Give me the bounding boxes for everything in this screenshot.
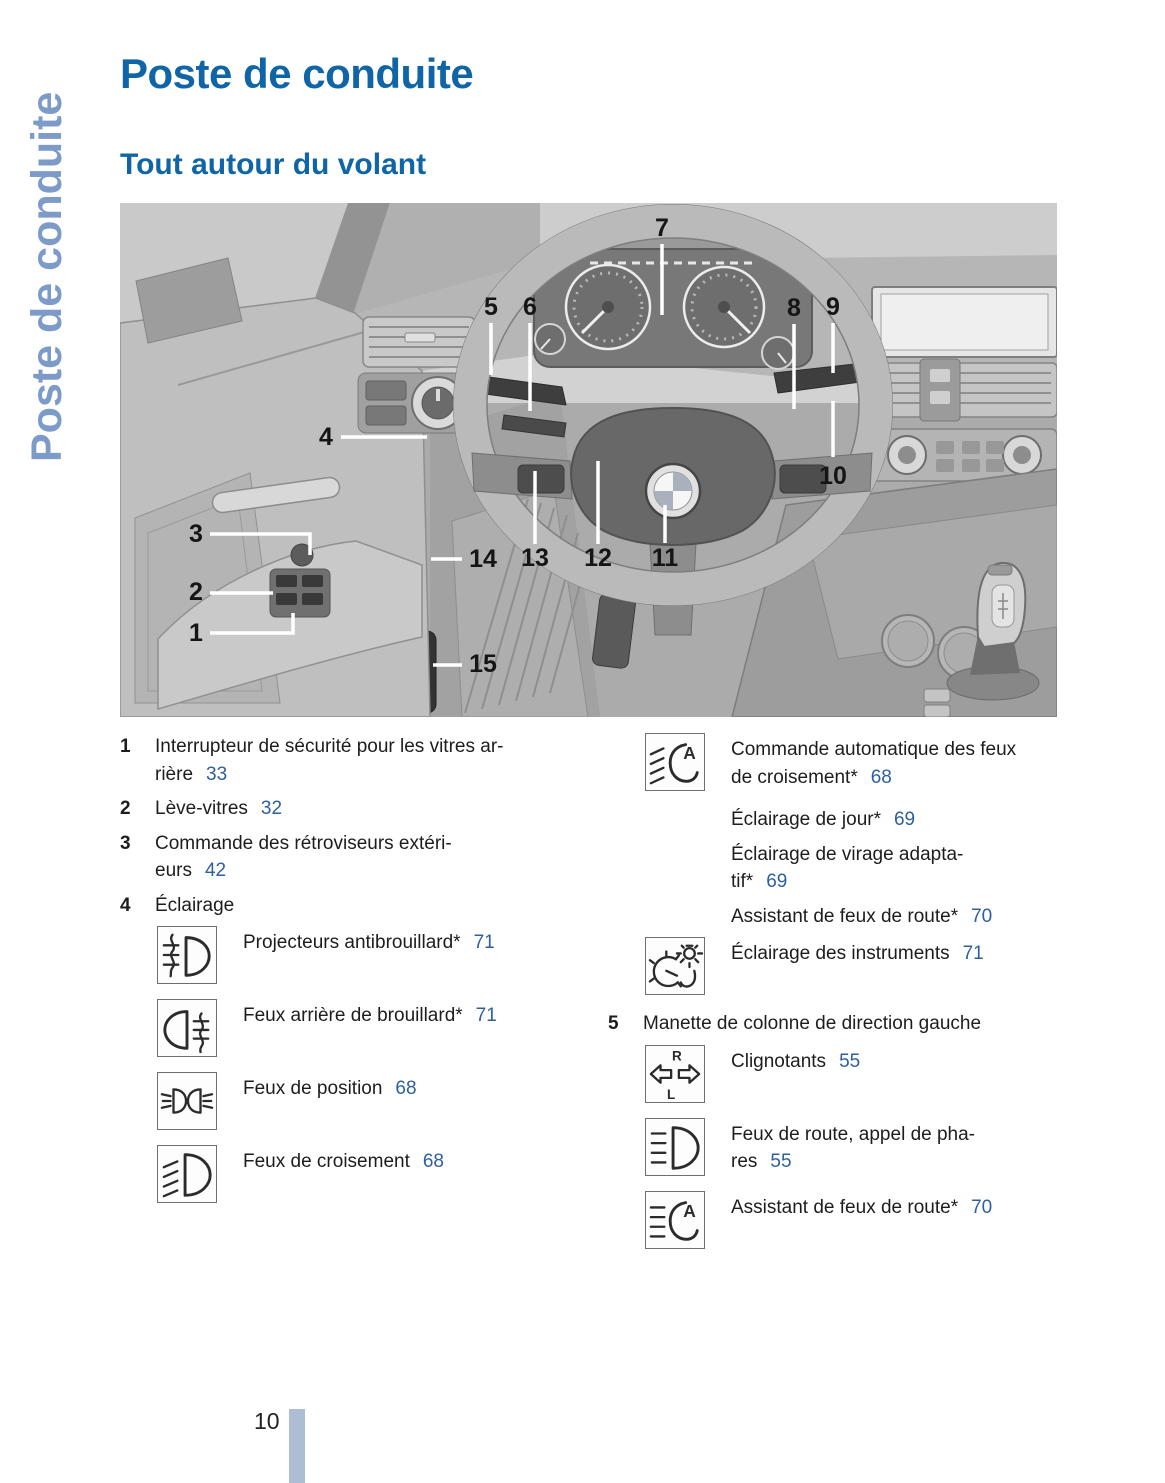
- panel-button: [366, 406, 406, 425]
- legend-label-line: Clignotants: [731, 1050, 827, 1072]
- legend-text: [243, 926, 495, 984]
- legend-right-column: [608, 733, 1063, 1264]
- callout-number: 2: [189, 578, 203, 606]
- legend-label-line: res: [731, 1151, 758, 1172]
- callout-number: 3: [189, 520, 203, 548]
- legend-entry: [120, 733, 602, 788]
- entry-number: 1: [120, 736, 131, 757]
- legend-text: [155, 892, 234, 920]
- legend-label-line: Lève-vitres: [155, 798, 248, 819]
- legend-label-line: Éclairage des instruments: [731, 943, 950, 964]
- needle-hub: [718, 301, 730, 313]
- section-title: Tout autour du volant: [120, 148, 427, 181]
- callout-number: 9: [826, 293, 840, 321]
- callout-number: 4: [319, 423, 333, 451]
- legend-entry: [645, 937, 1063, 995]
- callout-number: 12: [584, 544, 612, 572]
- chapter-tab-label: Poste de conduite: [23, 91, 71, 462]
- page-reference-link[interactable]: 71: [475, 1005, 497, 1026]
- legend-entry: [645, 1191, 1063, 1249]
- legend-entry: [157, 1145, 602, 1203]
- callout-number: 11: [651, 544, 679, 572]
- legend-entry: [120, 892, 602, 920]
- cupholder-inner: [888, 621, 928, 661]
- legend-label-line: Éclairage de jour*: [731, 809, 881, 830]
- console-switch: [924, 689, 950, 702]
- page-reference-link[interactable]: 68: [422, 1151, 444, 1172]
- legend-entry: [157, 926, 602, 984]
- legend-text: [731, 937, 984, 995]
- legend-label-line: Feux de route, appel de pha-: [731, 1123, 976, 1145]
- legend-label-line: Éclairage de virage adapta-: [731, 843, 964, 865]
- legend-text: [731, 1118, 975, 1176]
- legend-label-line: Feux de position: [243, 1078, 383, 1099]
- legend-label-line: Assistant de feux de route*: [731, 1196, 959, 1218]
- legend-label-line: de croisement*: [731, 766, 858, 788]
- legend-label-line: Commande des rétroviseurs extéri-: [155, 832, 452, 854]
- legend-entry: [731, 806, 1063, 834]
- page-reference-link[interactable]: 69: [893, 809, 916, 830]
- position-lights-icon: [157, 1072, 217, 1130]
- legend-entry: [120, 795, 602, 823]
- legend-entry: [731, 841, 1063, 896]
- legend-label-line: Manette de colonne de direction gauche: [643, 1013, 982, 1034]
- legend-entry: [157, 1072, 602, 1130]
- footer-bar: [289, 1409, 305, 1483]
- console-switch: [924, 705, 950, 717]
- legend-entry: [645, 1118, 1063, 1176]
- page-title: Poste de conduite: [120, 50, 474, 97]
- legend-text: [731, 1045, 860, 1103]
- window-switch: [302, 575, 323, 587]
- page-number: 10: [254, 1408, 280, 1434]
- legend-label-line: Feux arrière de brouillard*: [243, 1005, 463, 1026]
- svg-text:A: A: [683, 1200, 696, 1221]
- legend-label-line: Assistant de feux de route*: [731, 905, 959, 927]
- legend-entry: [157, 999, 602, 1057]
- page-reference-link[interactable]: 70: [971, 1196, 993, 1218]
- legend-text: [731, 733, 1016, 791]
- auto-low-beam-icon: [645, 733, 705, 791]
- legend-label-line: Interrupteur de sécurité pour les vitres ar-: [155, 736, 504, 757]
- page-reference-link[interactable]: 71: [473, 932, 495, 953]
- high-beam-icon: [645, 1118, 705, 1176]
- needle-hub: [602, 301, 614, 313]
- cockpit-illustration: [120, 203, 1057, 717]
- page-reference-link[interactable]: 55: [770, 1151, 792, 1172]
- page-reference-link[interactable]: 55: [839, 1050, 861, 1072]
- turn-signals-icon: [645, 1045, 705, 1103]
- callout-number: 13: [521, 544, 549, 572]
- callout-number: 6: [523, 293, 537, 321]
- legend-text: [731, 1191, 992, 1249]
- callout-number: 5: [484, 293, 498, 321]
- page-reference-link[interactable]: 70: [971, 905, 993, 927]
- page-reference-link[interactable]: 68: [395, 1078, 417, 1099]
- wheel-buttons-left: [518, 465, 564, 493]
- entry-number: 2: [120, 798, 131, 819]
- entry-number: 5: [608, 1013, 619, 1034]
- page-reference-link[interactable]: 33: [206, 763, 228, 785]
- cockpit-diagram: [120, 203, 1057, 717]
- page-reference-link[interactable]: 71: [962, 943, 984, 964]
- legend-label-line: rière: [155, 763, 194, 785]
- legend-text: [243, 1072, 417, 1130]
- legend-text: [155, 795, 282, 823]
- low-beam-icon: [157, 1145, 217, 1203]
- legend-left-column: [120, 733, 602, 1218]
- page-reference-link[interactable]: 69: [766, 871, 788, 892]
- panel-button: [366, 381, 406, 400]
- legend-label-line: Éclairage: [155, 894, 235, 916]
- svg-text:R: R: [672, 1047, 682, 1063]
- window-switch: [302, 593, 323, 605]
- legend-label-line: eurs: [155, 860, 192, 881]
- legend-entry: [608, 1010, 1063, 1038]
- legend-text: [731, 806, 915, 834]
- entry-number: 3: [120, 832, 131, 854]
- legend-entry: [120, 830, 602, 885]
- legend-entry: [645, 1045, 1063, 1103]
- shifter-button: [988, 565, 1012, 575]
- knob-marker: [436, 389, 440, 401]
- fog-front-icon: [157, 926, 217, 984]
- high-beam-assistant-icon: [645, 1191, 705, 1249]
- legend-label-line: tif*: [731, 871, 754, 892]
- display-screen: [881, 294, 1048, 350]
- callout-number: 15: [469, 650, 497, 678]
- legend-text: [155, 830, 452, 885]
- callout-number: 10: [819, 462, 847, 490]
- knob-inner: [1013, 446, 1031, 464]
- knob-inner: [898, 446, 916, 464]
- vent-button: [930, 369, 950, 382]
- legend-text: [731, 841, 963, 896]
- callout-number: 8: [787, 294, 801, 322]
- instrument-lighting-icon: [645, 937, 705, 995]
- legend-text: [731, 903, 992, 931]
- legend-text: [155, 733, 504, 788]
- callout-number: 1: [189, 619, 203, 647]
- fog-rear-icon: [157, 999, 217, 1057]
- legend-text: [243, 999, 497, 1057]
- vent-controller: [920, 359, 960, 421]
- legend-entry: [731, 903, 1063, 931]
- legend-entry: [645, 733, 1063, 791]
- entry-number: 4: [120, 894, 131, 916]
- callout-number: 7: [655, 214, 669, 242]
- callout-number: 14: [469, 545, 497, 573]
- page-reference-link[interactable]: 32: [260, 798, 283, 819]
- legend-label-line: Commande automatique des feux: [731, 739, 1017, 760]
- legend-label-line: Feux de croisement: [243, 1151, 410, 1172]
- svg-text:L: L: [667, 1086, 676, 1102]
- page-reference-link[interactable]: 68: [870, 766, 892, 788]
- svg-text:A: A: [683, 743, 696, 764]
- vent-slider: [405, 333, 435, 342]
- window-switch: [276, 575, 297, 587]
- legend-text: [243, 1145, 444, 1203]
- legend-label-line: Projecteurs antibrouillard*: [243, 932, 461, 953]
- vent-button: [930, 391, 950, 404]
- page-reference-link[interactable]: 42: [204, 860, 227, 881]
- window-switch: [276, 593, 297, 605]
- legend-text: [643, 1010, 981, 1038]
